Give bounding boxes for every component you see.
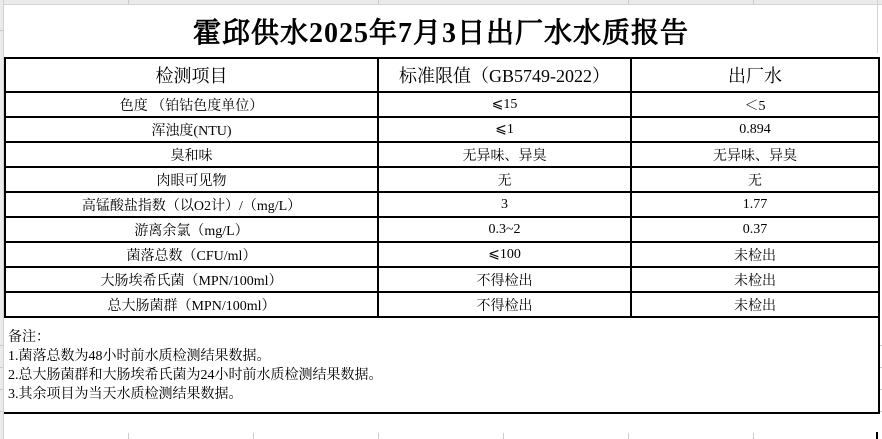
gridline-tick <box>753 433 754 439</box>
table-row <box>5 92 879 117</box>
cell-limit: ⩽1 <box>378 117 631 142</box>
gridline-tick <box>628 0 629 4</box>
table-header <box>5 58 879 92</box>
cell-value: 无 <box>631 167 879 192</box>
gridline-tick <box>753 0 754 4</box>
column-header-item: 检测项目 <box>5 58 378 92</box>
gridline-tick <box>128 0 129 4</box>
cell-limit: 无异味、异臭 <box>378 142 631 167</box>
gridline-tick <box>378 433 379 439</box>
column-header-value: 出厂水 <box>631 58 879 92</box>
gridline-tick <box>0 389 3 390</box>
table-row <box>5 292 879 317</box>
water-quality-table <box>4 57 880 318</box>
gridline-tick <box>503 433 504 439</box>
cell-value: 未检出 <box>631 267 879 292</box>
report-sheet <box>4 5 878 414</box>
cell-item: 臭和味 <box>5 142 378 167</box>
notes-section <box>4 318 880 414</box>
report-title: 霍邱供水2025年7月3日出厂水水质报告 <box>192 18 689 49</box>
gridline-tick <box>0 411 3 412</box>
gridline-tick <box>0 345 3 346</box>
cell-value: 0.894 <box>631 117 879 142</box>
cell-item: 游离余氯（mg/L） <box>5 217 378 242</box>
cell-value: 未检出 <box>631 292 879 317</box>
cell-item: 色度 （铂钴色度单位） <box>5 92 378 117</box>
table-row <box>5 267 879 292</box>
column-header-limit: 标准限值（GB5749-2022） <box>378 58 631 92</box>
note-line: 1.菌落总数为48小时前水质检测结果数据。 <box>8 349 271 364</box>
table-row <box>5 167 879 192</box>
gridline-tick <box>253 433 254 439</box>
cell-limit: 不得检出 <box>378 292 631 317</box>
notes-label: 备注： <box>8 330 50 345</box>
cell-limit: 无 <box>378 167 631 192</box>
cell-limit: ⩽100 <box>378 242 631 267</box>
cell-value: 0.37 <box>631 217 879 242</box>
cell-item: 浑浊度(NTU) <box>5 117 378 142</box>
cell-limit: 不得检出 <box>378 267 631 292</box>
table-row <box>5 242 879 267</box>
cell-value: 未检出 <box>631 242 879 267</box>
cell-item: 肉眼可见物 <box>5 167 378 192</box>
note-line: 3.其余项目为当天水质检测结果数据。 <box>8 387 243 402</box>
cell-limit: 3 <box>378 192 631 217</box>
cell-item: 高锰酸盐指数（以O2计）/（mg/L） <box>5 192 378 217</box>
note-line: 2.总大肠菌群和大肠埃希氏菌为24小时前水质检测结果数据。 <box>8 368 383 383</box>
cell-limit: 0.3~2 <box>378 217 631 242</box>
cell-value: 1.77 <box>631 192 879 217</box>
table-right-border-extension <box>876 432 878 439</box>
gridline-tick <box>0 367 3 368</box>
cell-item: 大肠埃希氏菌（MPN/100ml） <box>5 267 378 292</box>
cell-value: 无异味、异臭 <box>631 142 879 167</box>
table-row <box>5 217 879 242</box>
gridline-tick <box>628 433 629 439</box>
notes-lines <box>8 347 878 404</box>
cell-item: 总大肠菌群（MPN/100ml） <box>5 292 378 317</box>
gridline-tick <box>378 0 379 4</box>
cell-item: 菌落总数（CFU/ml） <box>5 242 378 267</box>
cell-limit: ⩽15 <box>378 92 631 117</box>
header-row <box>5 58 879 92</box>
table-body <box>5 92 879 317</box>
cell-value: ＜5 <box>631 92 879 117</box>
table-row <box>5 117 879 142</box>
table-row <box>5 192 879 217</box>
gridline-tick <box>0 30 3 31</box>
table-row <box>5 142 879 167</box>
gridline-tick <box>128 433 129 439</box>
